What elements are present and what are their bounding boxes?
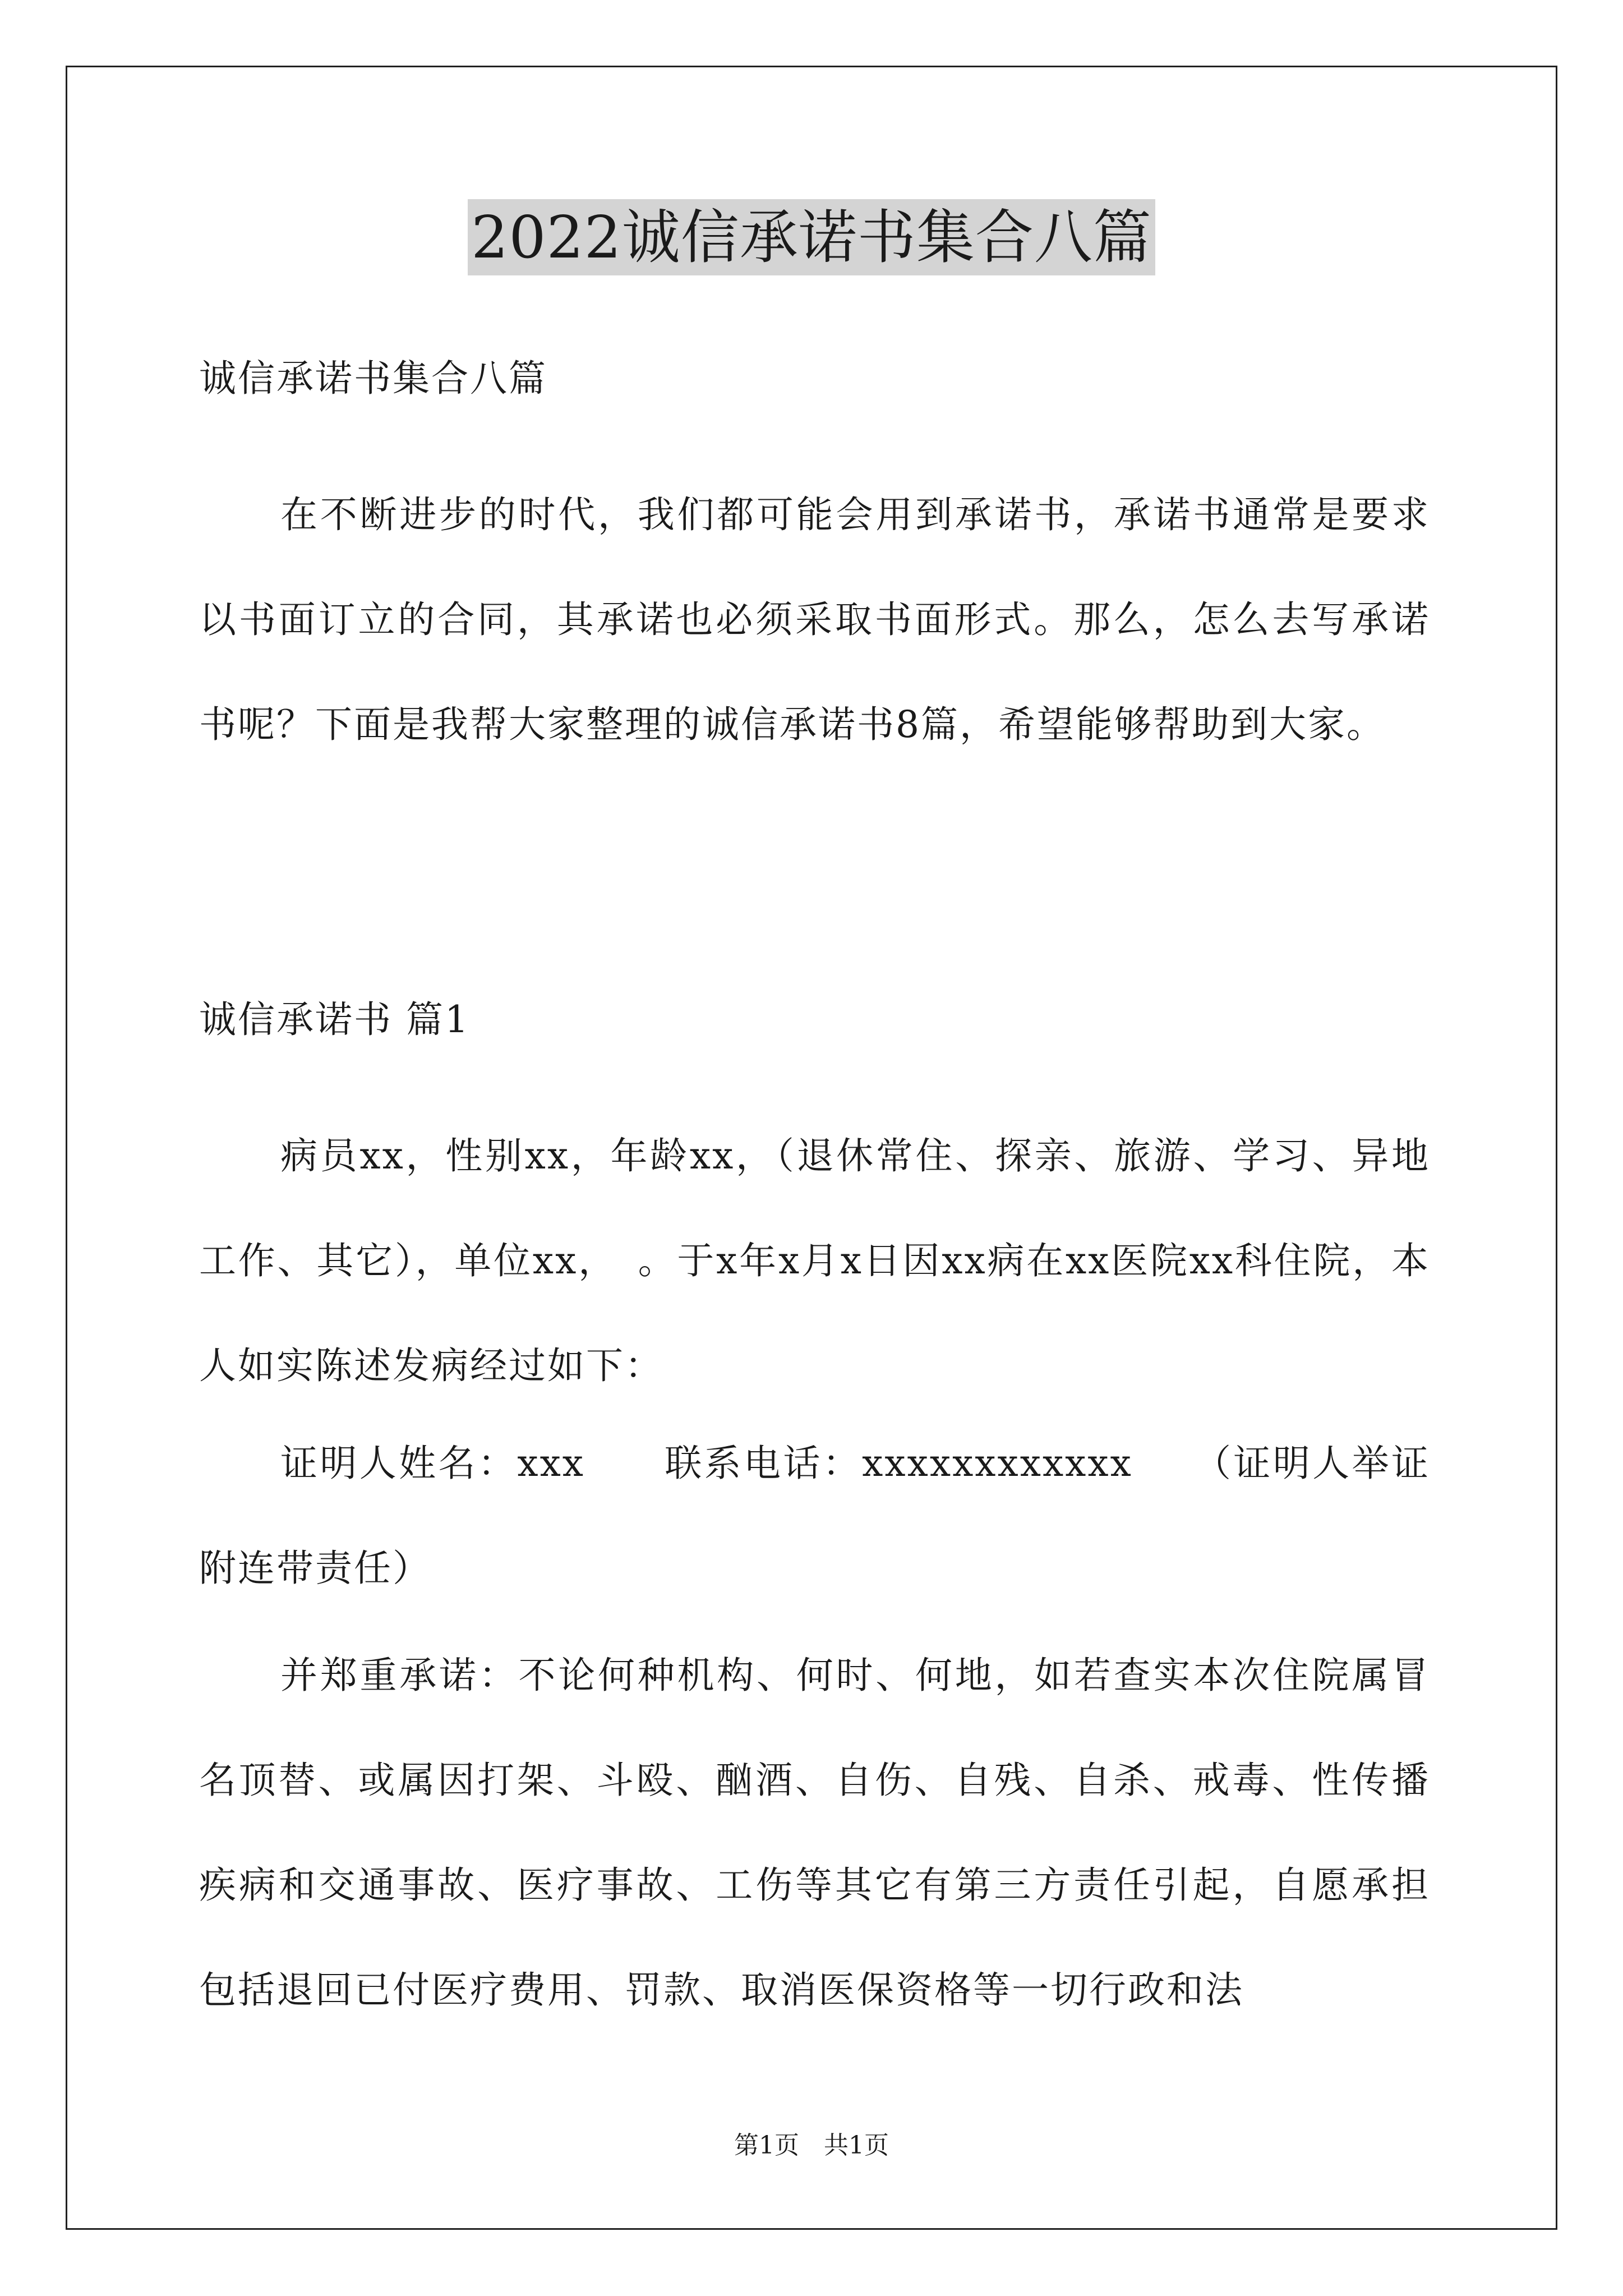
document-subtitle: 诚信承诺书集合八篇: [199, 357, 547, 400]
document-title: 2022诚信承诺书集合八篇: [468, 199, 1155, 275]
pledge-paragraph: 并郑重承诺：不论何种机构、何时、何地，如若查实本次住院属冒名顶替、或属因打架、斗殴、酗酒、自伤、自残、自杀、戒毒、性传播疾病和交通事故、医疗事故、工伤等其它有第三方责任引起，自愿承担包括退回已付医疗费用、罚款、取消医保资格等一切行政和法: [199, 1654, 1430, 2012]
page-footer: 第1页 共1页: [734, 2131, 889, 2160]
section-heading: 诚信承诺书 篇1: [199, 998, 470, 1041]
witness-paragraph: 证明人姓名：xxx 联系电话：xxxxxxxxxxxx （证明人举证附连带责任）: [199, 1442, 1430, 1590]
body-paragraph: 病员xx，性别xx，年龄xx，（退休常住、探亲、旅游、学习、异地工作、其它），单位xx， 。于x年x月x日因xx病在xx医院xx科住院，本人如实陈述发病经过如下：: [199, 1134, 1430, 1387]
intro-paragraph: 在不断进步的时代，我们都可能会用到承诺书，承诺书通常是要求以书面订立的合同，其承诺也必须采取书面形式。那么，怎么去写承诺书呢？下面是我帮大家整理的诚信承诺书8篇，希望能够帮助到大家。: [199, 493, 1430, 746]
title-wrap: [0, 199, 1623, 275]
